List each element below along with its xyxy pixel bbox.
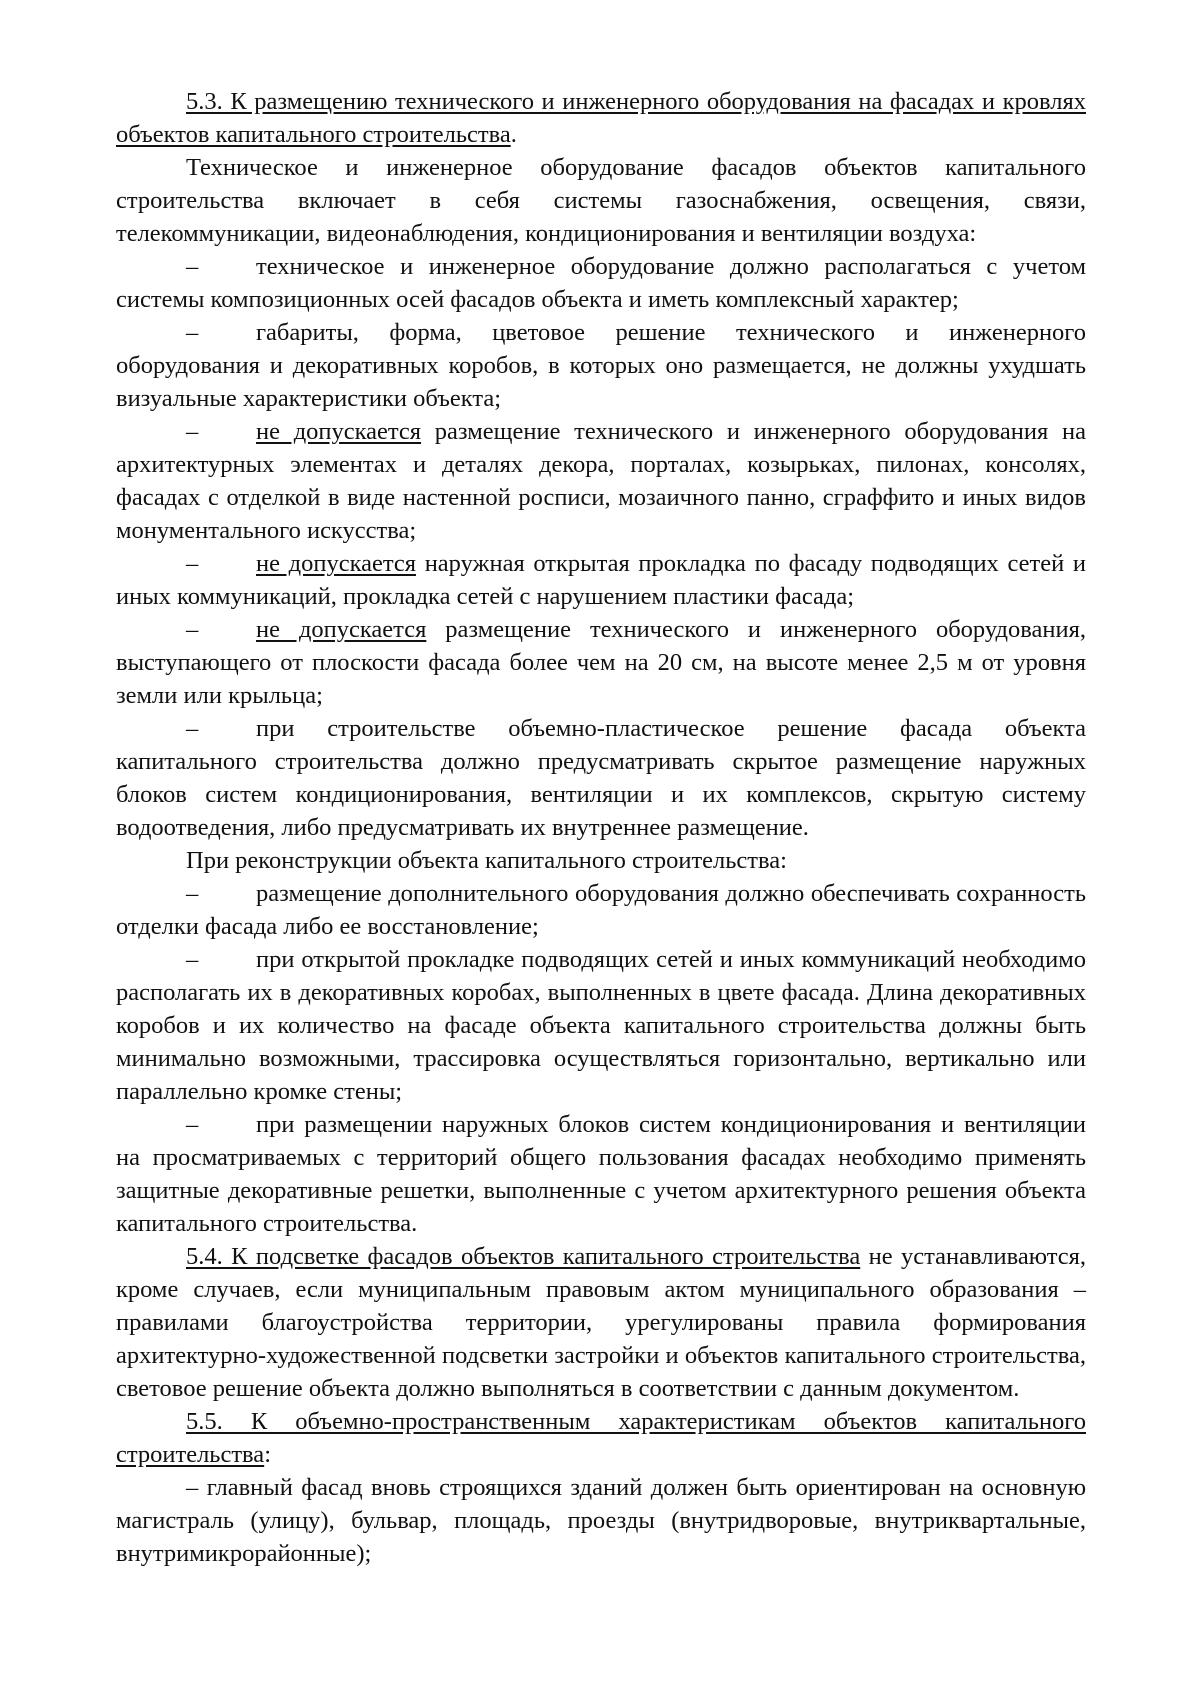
section-heading-text: 5.5. К объемно-пространственным характеристикам объектов капитального строительства — [116, 1408, 1086, 1468]
dash-marker: – — [186, 946, 199, 973]
list-item: – не допускается размещение технического и инженерного оборудования на архитектурных элементах и деталях декора, порталах, козырьках, пилонах, консолях, фасадах с отделкой в виде настенной росписи, мозаичного панно, сграффито и иных видов монументального искусства; — [116, 415, 1086, 547]
list-item: – при открытой прокладке подводящих сетей и иных коммуникаций необходимо располагать их в декоративных коробах, выполненных в цвете фасада. Длина декоративных коробов и их количество на фасаде объекта капитального строительства должны быть минимально возможными, трассировка осуществляться горизонтально, вертикально или параллельно кромке стены; — [116, 943, 1086, 1108]
dash-marker: – — [186, 253, 199, 280]
dash-marker: – — [186, 1111, 199, 1138]
emphasis-not-allowed: не допускается — [256, 616, 427, 643]
emphasis-not-allowed: не допускается — [256, 550, 417, 577]
list-item: – при строительстве объемно-пластическое решение фасада объекта капитального строительства должно предусматривать скрытое размещение наружных блоков систем кондиционирования, вентиляции и их комплексов, скрытую систему водоотведения, либо предусматривать их внутреннее размещение. — [116, 712, 1086, 844]
section-5-3-heading: 5.3. К размещению технического и инженерного оборудования на фасадах и кровлях объектов капитального строительства. — [116, 88, 1086, 148]
emphasis-not-allowed: не допускается — [256, 418, 422, 445]
list-item: – техническое и инженерное оборудование должно располагаться с учетом системы композиционных осей фасадов объекта и иметь комплексный характер; — [116, 250, 1086, 316]
dash-marker: – — [186, 418, 199, 445]
list-item: – габариты, форма, цветовое решение технического и инженерного оборудования и декоративных коробов, в которых оно размещается, не должны ухудшать визуальные характеристики объекта; — [116, 316, 1086, 415]
list-item: – не допускается размещение технического и инженерного оборудования, выступающего от плоскости фасада более чем на 20 см, на высоте менее 2,5 м от уровня земли или крыльца; — [116, 613, 1086, 712]
dash-marker: – — [186, 616, 199, 643]
section-heading-text: 5.3. К размещению технического и инженерного оборудования на фасадах и кровлях объектов капитального строительства — [116, 88, 1086, 148]
dash-marker: – — [186, 550, 199, 577]
dash-marker: – — [186, 715, 199, 742]
section-5-3-intro: Техническое и инженерное оборудование фасадов объектов капитального строительства включает в себя системы газоснабжения, освещения, связи, телекоммуникации, видеонаблюдения, кондиционирования и вентиляции воздуха: — [116, 154, 1086, 247]
list-item: – размещение дополнительного оборудования должно обеспечивать сохранность отделки фасада либо ее восстановление; — [116, 877, 1086, 943]
list-item: – не допускается наружная открытая прокладка по фасаду подводящих сетей и иных коммуникаций, прокладка сетей с нарушением пластики фасада; — [116, 547, 1086, 613]
dash-marker: – — [186, 319, 199, 346]
section-heading-text: 5.4. К подсветке фасадов объектов капитального строительства — [186, 1243, 861, 1270]
section-5-5-heading: 5.5. К объемно-пространственным характеристикам объектов капитального строительства: — [116, 1408, 1086, 1468]
list-item: – при размещении наружных блоков систем кондиционирования и вентиляции на просматриваемых с территорий общего пользования фасадах необходимо применять защитные декоративные решетки, выполненные с учетом архитектурного решения объекта капитального строительства. — [116, 1108, 1086, 1240]
section-5-4: 5.4. К подсветке фасадов объектов капитального строительства не устанавливаются, кроме случаев, если муниципальным правовым актом муниципального образования – правилами благоустройства территории, урегулированы правила формирования архитектурно-художественной подсветки застройки и объектов капитального строительства, световое решение объекта должно выполняться в соответствии с данным документом. — [116, 1243, 1086, 1402]
list-item: – главный фасад вновь строящихся зданий должен быть ориентирован на основную магистраль (улицу), бульвар, площадь, проезды (внутридворовые, внутриквартальные, внутримикрорайонные); — [116, 1474, 1086, 1567]
reconstruction-intro: При реконструкции объекта капитального строительства: — [186, 847, 787, 874]
document-page — [116, 85, 1086, 1570]
dash-marker: – — [186, 880, 199, 907]
